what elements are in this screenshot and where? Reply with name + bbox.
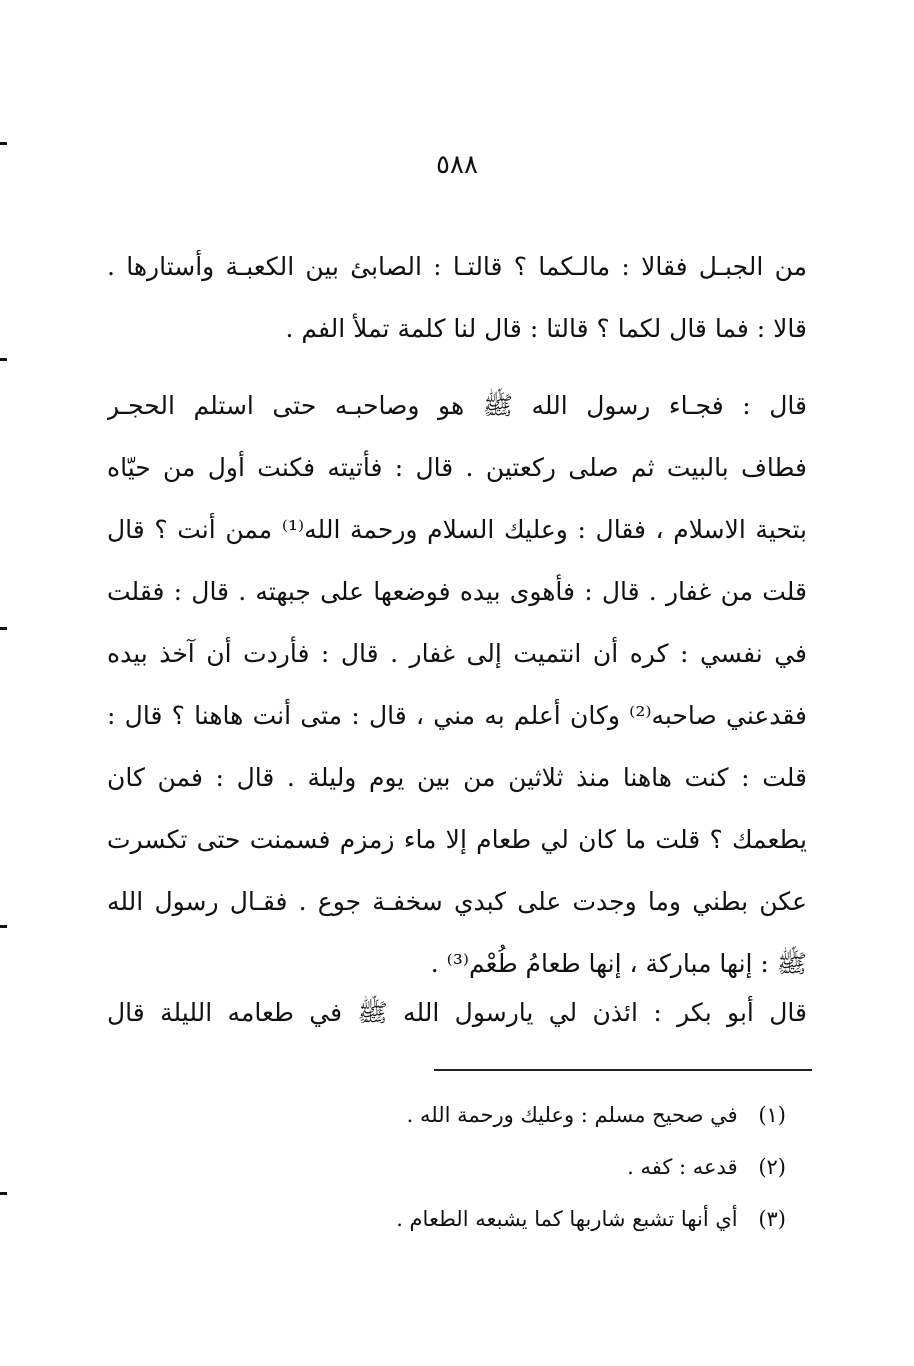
footnote-2 <box>126 1141 786 1193</box>
text-line: عكن بطني وما وجدت على كبدي سخفـة جوع . فقـال رسول الله <box>107 887 807 916</box>
text-line: قال أبو بكر : ائذن لي يارسول الله ﷺ في طعامه الليلة قال <box>107 998 807 1027</box>
scan-edge-mark <box>0 142 7 145</box>
text-line: بتحية الاسلام ، فقال : وعليك السلام ورحمة الله⁽¹⁾ ممن أنت ؟ قال <box>107 515 807 544</box>
text-line: ﷺ : إنها مباركة ، إنها طعامُ طُعْم⁽³⁾ . <box>430 949 807 978</box>
paragraph-3 <box>107 982 807 1044</box>
footnote-number: (٣) <box>758 1207 786 1231</box>
footnote-text: أي أنها تشبع شاربها كما يشبعه الطعام . <box>396 1207 738 1231</box>
footnotes <box>126 1089 786 1245</box>
text-line: في نفسي : كره أن انتميت إلى غفار . قال : فأردت أن آخذ بيده <box>107 639 807 668</box>
text-line: فقدعني صاحبه⁽²⁾ وكان أعلم به مني ، قال : متى أنت هاهنا ؟ قال : <box>107 701 807 730</box>
footnote-number: (١) <box>758 1103 786 1127</box>
footnote-text: في صحيح مسلم : وعليك ورحمة الله . <box>406 1103 738 1127</box>
text-line: فطاف بالبيت ثم صلى ركعتين . قال : فأتيته فكنت أول من حيّاه <box>107 453 807 482</box>
scan-edge-mark <box>0 1192 7 1195</box>
footnote-number: (٢) <box>758 1155 786 1179</box>
text-line: يطعمك ؟ قلت ما كان لي طعام إلا ماء زمزم فسمنت حتى تكسرت <box>107 825 807 854</box>
footnote-3 <box>126 1193 786 1245</box>
text-line: قالا : فما قال لكما ؟ قالتا : قال لنا كلمة تملأ الفم . <box>285 314 807 343</box>
text-line: من الجبـل فقالا : مالـكما ؟ قالتـا : الصابئ بين الكعبـة وأستارها . <box>107 252 807 281</box>
scan-edge-mark <box>0 627 7 630</box>
text-line: قلت : كنت هاهنا منذ ثلاثين من بين يوم وليلة . قال : فمن كان <box>107 763 807 792</box>
text-line: قلت من غفار . قال : فأهوى بيده فوضعها على جبهته . قال : فقلت <box>107 577 807 606</box>
paragraph-2 <box>107 375 807 995</box>
footnote-separator <box>434 1069 812 1071</box>
page-number: ٥٨٨ <box>436 150 478 180</box>
footnote-text: قدعه : كفه . <box>627 1155 738 1179</box>
text-line: قال : فجـاء رسول الله ﷺ هو وصاحبـه حتى استلم الحجـر <box>107 391 807 420</box>
scan-edge-mark <box>0 358 7 361</box>
footnote-1 <box>126 1089 786 1141</box>
paragraph-1 <box>107 236 807 360</box>
scan-edge-mark <box>0 925 7 928</box>
